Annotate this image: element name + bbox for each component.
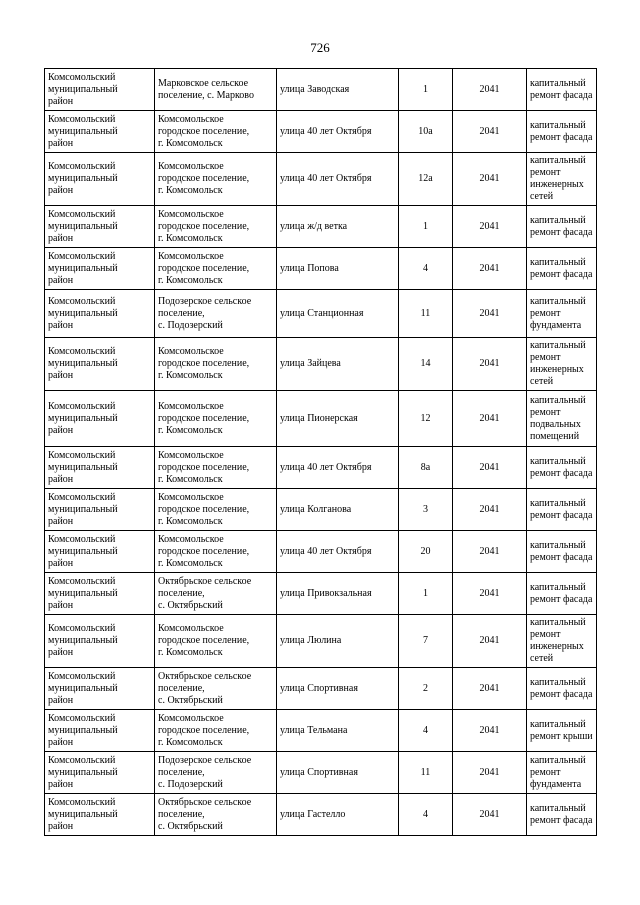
house-number-cell: 12 <box>399 391 453 447</box>
district-cell-line: район <box>48 232 74 244</box>
table-row <box>45 531 597 573</box>
settlement-cell <box>155 290 277 338</box>
district-cell-line: Комсомольский <box>48 575 116 587</box>
table-row <box>45 248 597 290</box>
district-cell-line: муниципальный <box>48 125 118 137</box>
settlement-cell <box>155 752 277 794</box>
district-cell-line: Комсомольский <box>48 491 116 503</box>
settlement-cell-line: Комсомольское <box>158 712 224 724</box>
work-type-cell <box>527 531 597 573</box>
settlement-cell <box>155 248 277 290</box>
district-cell-line: Комсомольский <box>48 533 116 545</box>
district-cell-line: Комсомольский <box>48 346 116 357</box>
district-cell-line: Комсомольский <box>48 71 116 83</box>
district-cell <box>45 111 155 153</box>
house-number-cell: 3 <box>399 489 453 531</box>
house-number-cell: 1 <box>399 206 453 248</box>
settlement-cell-line: поселение, <box>158 307 205 319</box>
district-cell <box>45 710 155 752</box>
work-type-cell <box>527 447 597 489</box>
district-cell <box>45 248 155 290</box>
district-cell <box>45 531 155 573</box>
work-type-cell-line: ремонт фасада <box>530 688 593 700</box>
district-cell-line: район <box>48 820 74 832</box>
year-cell: 2041 <box>453 248 527 290</box>
settlement-cell-line: поселение, <box>158 682 205 694</box>
district-cell-line: район <box>48 778 74 790</box>
work-type-cell <box>527 206 597 248</box>
settlement-cell <box>155 531 277 573</box>
district-cell-line: Комсомольский <box>48 449 116 461</box>
work-type-cell-line: инженерных <box>530 179 584 190</box>
work-type-cell-line: сетей <box>530 191 554 202</box>
district-cell <box>45 668 155 710</box>
year-cell: 2041 <box>453 794 527 836</box>
work-type-cell-line: ремонт фасада <box>530 131 593 143</box>
district-cell-line: Комсомольский <box>48 161 116 172</box>
work-type-cell <box>527 794 597 836</box>
work-type-cell-line: капитальный <box>530 256 586 268</box>
settlement-cell-line: с. Октябрьский <box>158 820 223 832</box>
year-cell: 2041 <box>453 206 527 248</box>
work-type-cell <box>527 153 597 206</box>
work-type-cell-line: ремонт <box>530 352 561 363</box>
district-cell-line: Комсомольский <box>48 754 116 766</box>
settlement-cell-line: Комсомольское <box>158 346 224 357</box>
district-cell <box>45 338 155 391</box>
street-cell: улица Попова <box>277 248 399 290</box>
district-cell-line: муниципальный <box>48 724 118 736</box>
street-cell: улица 40 лет Октября <box>277 447 399 489</box>
work-type-cell-line: капитальный <box>530 754 586 766</box>
settlement-cell-line: Октябрьское сельское <box>158 575 252 587</box>
district-cell-line: Комсомольский <box>48 670 116 682</box>
district-cell-line: район <box>48 515 74 527</box>
district-cell-line: муниципальный <box>48 503 118 515</box>
settlement-cell-line: г. Комсомольск <box>158 274 223 286</box>
street-cell: улица 40 лет Октября <box>277 111 399 153</box>
year-cell: 2041 <box>453 391 527 447</box>
work-type-cell-line: капитальный <box>530 581 586 593</box>
work-type-cell-line: капитальный <box>530 539 586 551</box>
table-row <box>45 668 597 710</box>
district-cell-line: Комсомольский <box>48 796 116 808</box>
settlement-cell-line: г. Комсомольск <box>158 647 223 658</box>
house-number-cell: 20 <box>399 531 453 573</box>
street-cell: улица Спортивная <box>277 752 399 794</box>
settlement-cell-line: городское поселение, <box>158 412 250 424</box>
settlement-cell-line: с. Подозерский <box>158 778 223 790</box>
work-type-cell-line: ремонт фасада <box>530 226 593 238</box>
work-type-cell <box>527 710 597 752</box>
settlement-cell <box>155 615 277 668</box>
district-cell <box>45 391 155 447</box>
work-type-cell-line: ремонт фасада <box>530 593 593 605</box>
settlement-cell-line: Комсомольское <box>158 208 224 220</box>
district-cell-line: Комсомольский <box>48 295 116 307</box>
district-cell <box>45 153 155 206</box>
district-cell-line: муниципальный <box>48 635 118 646</box>
settlement-cell-line: г. Комсомольск <box>158 137 223 149</box>
house-number-cell: 11 <box>399 290 453 338</box>
house-number-cell: 4 <box>399 794 453 836</box>
street-cell: улица Заводская <box>277 69 399 111</box>
year-cell: 2041 <box>453 668 527 710</box>
work-type-cell-line: капитальный <box>530 119 586 131</box>
district-cell-line: Комсомольский <box>48 208 116 220</box>
street-cell: улица ж/д ветка <box>277 206 399 248</box>
year-cell: 2041 <box>453 615 527 668</box>
house-number-cell: 7 <box>399 615 453 668</box>
street-cell: улица Привокзальная <box>277 573 399 615</box>
settlement-cell-line: поселение, <box>158 808 205 820</box>
work-type-cell-line: капитальный <box>530 497 586 509</box>
settlement-cell-line: Подозерское сельское <box>158 295 252 307</box>
street-cell: улица Колганова <box>277 489 399 531</box>
street-cell: улица Тельмана <box>277 710 399 752</box>
settlement-cell-line: Комсомольское <box>158 161 224 172</box>
work-type-cell-line: капитальный <box>530 617 586 628</box>
work-type-cell-line: капитальный <box>530 802 586 814</box>
year-cell: 2041 <box>453 489 527 531</box>
district-cell-line: муниципальный <box>48 262 118 274</box>
street-cell: улица 40 лет Октября <box>277 531 399 573</box>
settlement-cell-line: городское поселение, <box>158 220 250 232</box>
house-number-cell: 1 <box>399 69 453 111</box>
page-number: 726 <box>310 40 330 55</box>
year-cell: 2041 <box>453 153 527 206</box>
settlement-cell <box>155 710 277 752</box>
settlement-cell-line: поселение, <box>158 587 205 599</box>
table-row <box>45 290 597 338</box>
district-cell-line: муниципальный <box>48 766 118 778</box>
settlement-cell-line: г. Комсомольск <box>158 370 223 381</box>
year-cell: 2041 <box>453 290 527 338</box>
work-type-cell-line: инженерных <box>530 641 584 652</box>
work-type-cell-line: капитальный <box>530 718 586 730</box>
work-type-cell <box>527 69 597 111</box>
work-type-cell <box>527 391 597 447</box>
work-type-cell-line: ремонт крыши <box>530 730 593 742</box>
district-cell <box>45 752 155 794</box>
district-cell-line: район <box>48 274 74 286</box>
district-cell-line: муниципальный <box>48 545 118 557</box>
work-type-cell-line: ремонт <box>530 629 561 640</box>
work-type-cell <box>527 111 597 153</box>
house-number-cell: 2 <box>399 668 453 710</box>
work-type-cell-line: капитальный <box>530 295 586 307</box>
settlement-cell <box>155 573 277 615</box>
district-cell-line: район <box>48 557 74 569</box>
district-cell-line: Комсомольский <box>48 712 116 724</box>
district-cell <box>45 290 155 338</box>
table-row <box>45 206 597 248</box>
work-type-cell-line: капитальный <box>530 77 586 89</box>
district-cell-line: район <box>48 473 74 485</box>
table-row <box>45 615 597 668</box>
settlement-cell-line: городское поселение, <box>158 724 250 736</box>
settlement-cell <box>155 668 277 710</box>
settlement-cell-line: Комсомольское <box>158 449 224 461</box>
table-row <box>45 752 597 794</box>
work-type-cell-line: ремонт фасада <box>530 268 593 280</box>
work-type-cell-line: капитальный <box>530 394 586 406</box>
district-cell-line: Комсомольский <box>48 623 116 634</box>
district-cell-line: муниципальный <box>48 307 118 319</box>
district-cell-line: район <box>48 694 74 706</box>
settlement-cell-line: поселение, с. Марково <box>158 89 254 101</box>
table-row <box>45 794 597 836</box>
work-type-cell-line: капитальный <box>530 340 586 351</box>
district-cell-line: район <box>48 137 74 149</box>
house-number-cell: 8а <box>399 447 453 489</box>
district-cell-line: район <box>48 599 74 611</box>
district-cell <box>45 794 155 836</box>
settlement-cell <box>155 391 277 447</box>
work-type-cell-line: капитальный <box>530 214 586 226</box>
settlement-cell <box>155 447 277 489</box>
work-type-cell-line: ремонт фасада <box>530 814 593 826</box>
work-type-cell-line: ремонт <box>530 406 561 418</box>
work-type-cell-line: инженерных <box>530 364 584 375</box>
table-row <box>45 391 597 447</box>
settlement-cell-line: Подозерское сельское <box>158 754 252 766</box>
work-type-cell-line: ремонт фасада <box>530 551 593 563</box>
district-cell-line: Комсомольский <box>48 250 116 262</box>
district-cell-line: муниципальный <box>48 808 118 820</box>
settlement-cell-line: Комсомольское <box>158 533 224 545</box>
district-cell-line: район <box>48 95 74 107</box>
table-row <box>45 153 597 206</box>
house-number-cell: 1 <box>399 573 453 615</box>
table-row <box>45 69 597 111</box>
settlement-cell-line: городское поселение, <box>158 503 250 515</box>
table-row <box>45 111 597 153</box>
repair-schedule-table <box>44 68 597 836</box>
year-cell: 2041 <box>453 69 527 111</box>
work-type-cell <box>527 290 597 338</box>
settlement-cell-line: Комсомольское <box>158 491 224 503</box>
settlement-cell-line: г. Комсомольск <box>158 424 223 436</box>
district-cell-line: муниципальный <box>48 173 118 184</box>
work-type-cell <box>527 573 597 615</box>
settlement-cell-line: г. Комсомольск <box>158 473 223 485</box>
table-row <box>45 447 597 489</box>
house-number-cell: 11 <box>399 752 453 794</box>
settlement-cell-line: г. Комсомольск <box>158 557 223 569</box>
settlement-cell <box>155 489 277 531</box>
district-cell <box>45 206 155 248</box>
district-cell-line: район <box>48 424 74 436</box>
district-cell-line: Комсомольский <box>48 400 116 412</box>
settlement-cell-line: Комсомольское <box>158 623 224 634</box>
settlement-cell <box>155 153 277 206</box>
district-cell-line: район <box>48 319 74 331</box>
district-cell <box>45 447 155 489</box>
settlement-cell-line: Октябрьское сельское <box>158 796 252 808</box>
settlement-cell-line: городское поселение, <box>158 461 250 473</box>
settlement-cell-line: г. Комсомольск <box>158 232 223 244</box>
district-cell-line: муниципальный <box>48 412 118 424</box>
district-cell-line: муниципальный <box>48 83 118 95</box>
district-cell-line: муниципальный <box>48 682 118 694</box>
settlement-cell <box>155 206 277 248</box>
table-row <box>45 710 597 752</box>
settlement-cell-line: Октябрьское сельское <box>158 670 252 682</box>
settlement-cell-line: Комсомольское <box>158 400 224 412</box>
work-type-cell-line: помещений <box>530 430 580 442</box>
work-type-cell <box>527 615 597 668</box>
year-cell: 2041 <box>453 752 527 794</box>
table-row <box>45 489 597 531</box>
settlement-cell <box>155 111 277 153</box>
settlement-cell-line: с. Октябрьский <box>158 599 223 611</box>
settlement-cell-line: городское поселение, <box>158 173 250 184</box>
work-type-cell-line: подвальных <box>530 418 581 430</box>
table-body <box>45 69 597 836</box>
year-cell: 2041 <box>453 710 527 752</box>
work-type-cell-line: ремонт <box>530 766 561 778</box>
work-type-cell-line: капитальный <box>530 676 586 688</box>
district-cell-line: район <box>48 647 74 658</box>
work-type-cell-line: ремонт фасада <box>530 509 593 521</box>
street-cell: улица Люлина <box>277 615 399 668</box>
work-type-cell <box>527 752 597 794</box>
settlement-cell <box>155 338 277 391</box>
year-cell: 2041 <box>453 531 527 573</box>
settlement-cell-line: поселение, <box>158 766 205 778</box>
settlement-cell <box>155 69 277 111</box>
house-number-cell: 14 <box>399 338 453 391</box>
house-number-cell: 10а <box>399 111 453 153</box>
work-type-cell-line: фундамента <box>530 319 582 331</box>
work-type-cell <box>527 338 597 391</box>
settlement-cell-line: Комсомольское <box>158 113 224 125</box>
street-cell: улица 40 лет Октября <box>277 153 399 206</box>
settlement-cell-line: городское поселение, <box>158 635 250 646</box>
district-cell <box>45 489 155 531</box>
work-type-cell-line: ремонт <box>530 307 561 319</box>
year-cell: 2041 <box>453 338 527 391</box>
work-type-cell-line: ремонт <box>530 167 561 178</box>
settlement-cell-line: г. Комсомольск <box>158 185 223 196</box>
district-cell-line: муниципальный <box>48 461 118 473</box>
work-type-cell <box>527 668 597 710</box>
work-type-cell-line: сетей <box>530 376 554 387</box>
street-cell: улица Гастелло <box>277 794 399 836</box>
house-number-cell: 12а <box>399 153 453 206</box>
street-cell: улица Пионерская <box>277 391 399 447</box>
work-type-cell <box>527 248 597 290</box>
district-cell-line: район <box>48 185 74 196</box>
settlement-cell-line: с. Подозерский <box>158 319 223 331</box>
work-type-cell-line: фундамента <box>530 778 582 790</box>
settlement-cell-line: Комсомольское <box>158 250 224 262</box>
district-cell-line: Комсомольский <box>48 113 116 125</box>
street-cell: улица Спортивная <box>277 668 399 710</box>
district-cell-line: муниципальный <box>48 358 118 369</box>
district-cell <box>45 573 155 615</box>
settlement-cell-line: г. Комсомольск <box>158 736 223 748</box>
year-cell: 2041 <box>453 573 527 615</box>
work-type-cell-line: ремонт фасада <box>530 467 593 479</box>
settlement-cell-line: городское поселение, <box>158 262 250 274</box>
year-cell: 2041 <box>453 447 527 489</box>
work-type-cell-line: ремонт фасада <box>530 89 593 101</box>
settlement-cell-line: городское поселение, <box>158 358 250 369</box>
settlement-cell-line: городское поселение, <box>158 545 250 557</box>
work-type-cell <box>527 489 597 531</box>
district-cell <box>45 69 155 111</box>
settlement-cell-line: Марковское сельское <box>158 77 249 89</box>
street-cell: улица Станционная <box>277 290 399 338</box>
street-cell: улица Зайцева <box>277 338 399 391</box>
table-row <box>45 573 597 615</box>
district-cell-line: район <box>48 370 74 381</box>
house-number-cell: 4 <box>399 248 453 290</box>
district-cell <box>45 615 155 668</box>
work-type-cell-line: сетей <box>530 653 554 664</box>
work-type-cell-line: капитальный <box>530 455 586 467</box>
settlement-cell <box>155 794 277 836</box>
house-number-cell: 4 <box>399 710 453 752</box>
settlement-cell-line: городское поселение, <box>158 125 250 137</box>
district-cell-line: муниципальный <box>48 587 118 599</box>
settlement-cell-line: с. Октябрьский <box>158 694 223 706</box>
work-type-cell-line: капитальный <box>530 155 586 166</box>
district-cell-line: район <box>48 736 74 748</box>
year-cell: 2041 <box>453 111 527 153</box>
district-cell-line: муниципальный <box>48 220 118 232</box>
table-row <box>45 338 597 391</box>
settlement-cell-line: г. Комсомольск <box>158 515 223 527</box>
